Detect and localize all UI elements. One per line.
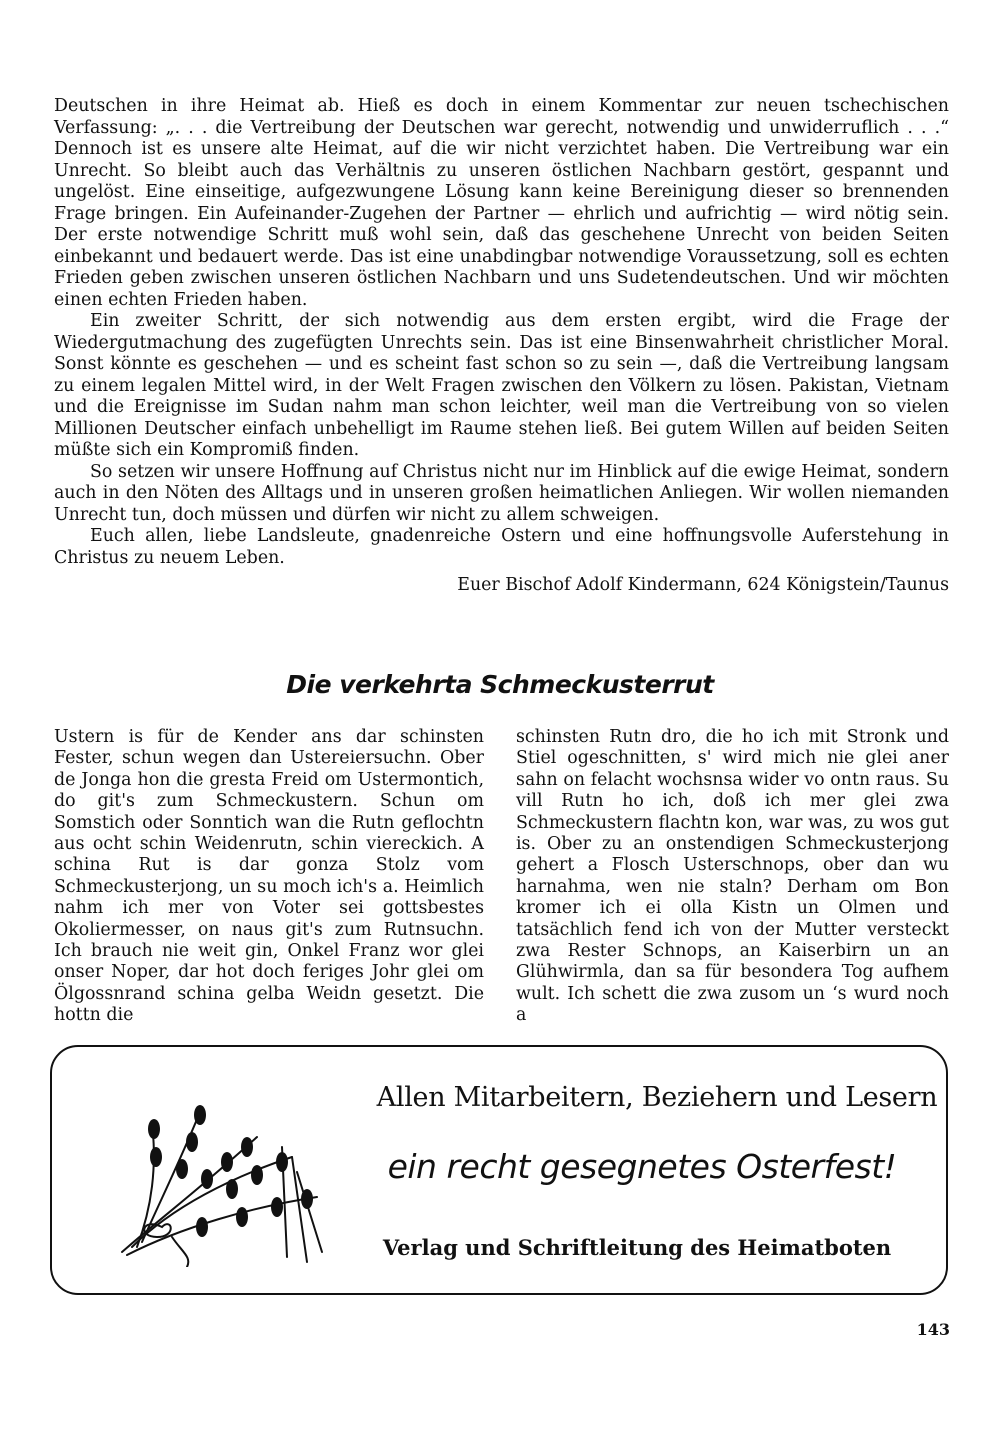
article-paragraph: Euch allen, liebe Landsleute, gnadenreiche Ostern und eine hoffnungsvolle Auferstehung in Christus zu neuem Leben. <box>54 526 949 568</box>
easter-greeting-ad <box>50 1045 948 1295</box>
ad-greeting-wish: ein recht gesegnetes Osterfest! <box>387 1147 897 1186</box>
story-title: Die verkehrta Schmeckusterrut <box>286 670 714 699</box>
article-paragraph: Ein zweiter Schritt, der sich notwendig aus dem ersten ergibt, wird die Frage der Wiedergutmachung des zugefügten Unrechts sein. Das ist eine Binsenwahrheit christlicher Moral. Sonst könnte es geschehen — und es scheint fast schon so zu sein —, daß die Vertreibung langsam zu einem legalen Mittel wird, in der Welt Fragen zwischen den Völkern zu lösen. Pakistan, Vietnam und die Ereignisse im Sudan nahm man schon leichter, weil man die Vertreibung von so vielen Millionen Deutscher einfach unbehelligt im Raume stehen ließ. Bei gutem Willen auf beiden Seiten müßte sich ein Kompromiß finden. <box>54 311 949 460</box>
page-number: 143 <box>916 1320 950 1339</box>
article-body <box>54 96 949 597</box>
ad-greeting-recipients: Allen Mitarbeitern, Beziehern und Lesern <box>376 1082 938 1113</box>
willow-branch-icon <box>82 1077 332 1267</box>
article-paragraph: Deutschen in ihre Heimat ab. Hieß es doch in einem Kommentar zur neuen tschechischen Verfassung: „. . . die Vertreibung der Deutschen war gerecht, notwendig und unwiderruflich . . .“ Dennoch ist es unsere alte Heimat, auf die wir nicht verzichtet haben. Die Vertreibung war ein Unrecht. So bleibt auch das Verhältnis zu unseren östlichen Nachbarn gestört, gespannt und ungelöst. Eine einseitige, aufgezwungene Lösung kann keine Bereinigung dieser so brennenden Frage bringen. Ein Aufeinander-Zugehen der Partner — ehrlich und aufrichtig — wird nötig sein. Der erste notwendige Schritt muß wohl sein, daß das geschehene Unrecht von beiden Seiten einbekannt und bedauert werde. Das ist eine unabdingbar notwendige Voraussetzung, soll es echten Frieden geben zwischen unseren östlichen Nachbarn und uns Sudetendeutschen. Und wir möchten einen echten Frieden haben. <box>54 96 949 310</box>
article-signature: Euer Bischof Adolf Kindermann, 624 Königstein/Taunus <box>457 575 949 595</box>
article-paragraph: So setzen wir unsere Hoffnung auf Christus nicht nur im Hinblick auf die ewige Heimat, sondern auch in den Nöten des Alltags und in unseren großen heimatlichen Anliegen. Wir wollen niemanden Unrecht tun, doch müssen und dürfen wir nicht zu allem schweigen. <box>54 461 949 525</box>
story-left-column: Ustern is für de Kender ans dar schinsten Fester, schun wegen dan Ustereiersuchn. Ober de Jonga hon die gresta Freid om Ustermontich, do git's zum Schmeckustern. Schun om Somstich oder Sonntich wan die Rutn geflochtn aus ocht schin Weidenrutn, schin viereckich. A schina Rut is dar gonza Stolz vom Schmeckusterjong, un su moch ich's a. Heimlich nahm ich mer von Voter sei gottsbestes Okoliermesser, on naus git's zum Rutnsuchn. Ich brauch nie weit gin, Onkel Franz wor glei onser Noper, dar hot doch feriges Johr glei om Ölgossnrand schina gelba Weidn gesetzt. Die hottn die <box>54 727 484 1026</box>
story-right-column: schinsten Rutn dro, die ho ich mit Stronk und Stiel ogeschnitten, s' wird mich nie glei aner sahn on felacht wochsnsa wider vo ontn raus. Su vill Rutn ho ich, doß ich mer glei zwa Schmeckustern flachtn kon, war was, zu wos gut is. Ober zu an onstendigen Schmeckusterjong gehert a Flosch Usterschnops, ober dan wu harnahma, wen nie staln? Derham om Bon kromer ich ei olla Kistn un Olmen und tatsächlich fend ich von der Mutter versteckt zwa Rester Schnops, an Kaiserbirn un an Glühwirmla, dan sa für besondera Tog aufhem wult. Ich schett die zwa zusom un ‘s wurd noch a <box>516 727 949 1026</box>
ad-greeting-sender: Verlag und Schriftleitung des Heimatboten <box>382 1235 892 1260</box>
